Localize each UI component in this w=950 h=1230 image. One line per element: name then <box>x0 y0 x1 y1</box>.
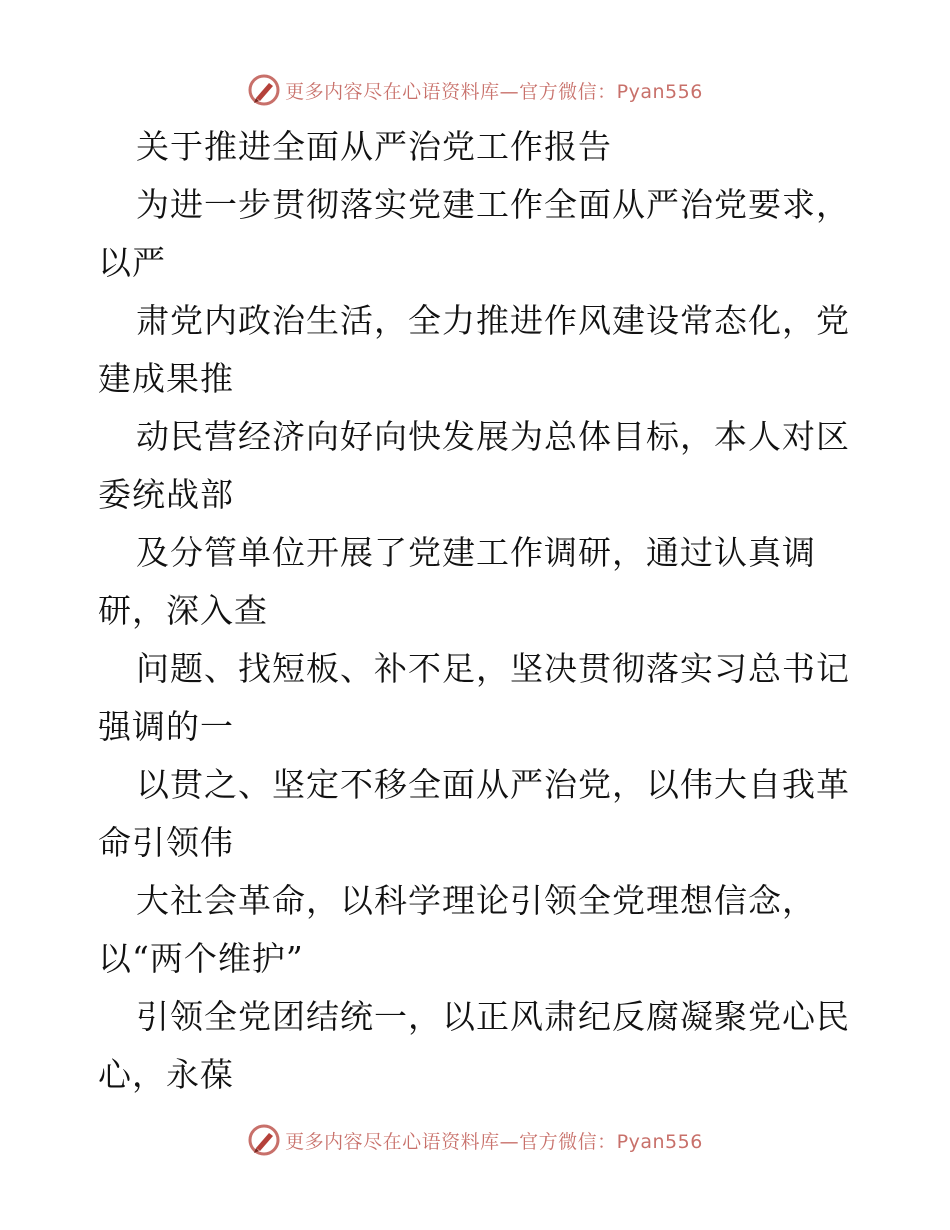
document-title: 关于推进全面从严治党工作报告 <box>136 127 612 166</box>
text-line: 肃党内政治生活，全力推进作风建设常态化，党 <box>136 301 850 340</box>
text-line: 委统战部 <box>98 475 234 514</box>
text-line: 大社会革命，以科学理论引领全党理想信念， <box>136 881 816 920</box>
watermark-footer <box>0 1120 950 1160</box>
text-line: 动民营经济向好向快发展为总体目标，本人对区 <box>136 417 850 456</box>
text-line: 建成果推 <box>98 359 234 398</box>
text-line: 命引领伟 <box>98 823 234 862</box>
text-line: 以贯之、坚定不移全面从严治党，以伟大自我革 <box>136 765 850 804</box>
pen-logo-icon <box>247 73 281 107</box>
text-line: 研，深入查 <box>98 591 268 630</box>
text-line: 以“两个维护” <box>98 939 304 978</box>
text-line: 问题、找短板、补不足，坚决贯彻落实习总书记 <box>136 649 850 688</box>
text-line: 及分管单位开展了党建工作调研，通过认真调 <box>136 533 816 572</box>
document-body <box>98 118 858 1104</box>
text-line: 以严 <box>98 243 166 282</box>
watermark-text: 更多内容尽在心语资料库—官方微信：Pyan556 <box>285 80 703 103</box>
text-line: 为进一步贯彻落实党建工作全面从严治党要求， <box>136 185 850 224</box>
text-line: 强调的一 <box>98 707 234 746</box>
watermark-text: 更多内容尽在心语资料库—官方微信：Pyan556 <box>285 1130 703 1153</box>
text-line: 心，永葆 <box>98 1055 234 1094</box>
pen-logo-icon <box>247 1123 281 1157</box>
watermark-header <box>0 70 950 110</box>
text-line: 引领全党团结统一，以正风肃纪反腐凝聚党心民 <box>136 997 850 1036</box>
